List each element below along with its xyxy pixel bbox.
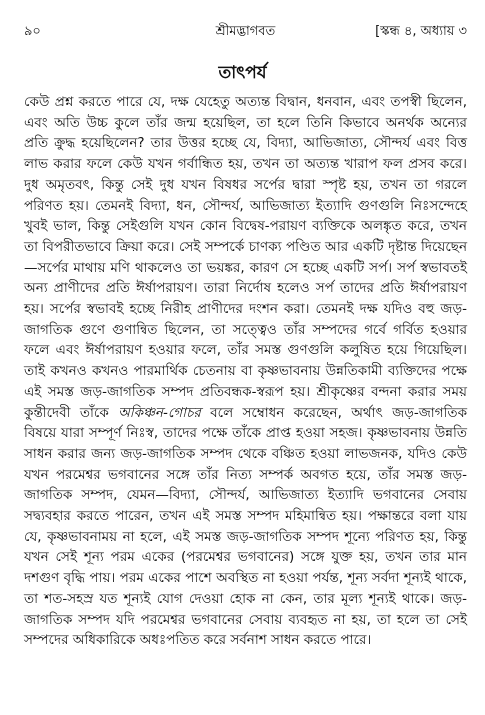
italic-term: অকিঞ্চন-গোচর — [118, 404, 201, 421]
purport-paragraph — [24, 92, 467, 651]
page-header — [24, 22, 467, 42]
paragraph-text-part1: কেউ প্রশ্ন করতে পারে যে, দক্ষ যেহেতু অত্যন্ত বিদ্বান, ধনবান, এবং তপস্বী ছিলেন, এবং অতি উচ্চ কুলে তাঁর জন্ম হয়েছিল, তা হলে তিনি কিভাবে অনর্থক অন্যের প্রতি ক্রুদ্ধ হয়েছিলেন? তার উত্তর হচ্ছে যে, বিদ্যা, আভিজাত্য, সৌন্দর্য এবং বিত্ত লাভ করার ফলে কেউ যখন গর্বান্ধিত হয়, তখন তা অত্যন্ত খারাপ ফল প্রসব করে। দুধ অমৃতবৎ, কিন্তু সেই দুধ যখন বিষধর সর্পের দ্বারা স্পৃষ্ট হয়, তখন তা গরলে পরিণত হয়। তেমনই বিদ্যা, ধন, সৌন্দর্য, আভিজাত্য ইত্যাদি গুণগুলি নিঃসন্দেহে খুবই ভাল, কিন্তু সেইগুলি যখন কোন বিদ্বেষ-পরায়ণ ব্যক্তিকে অলঙ্কৃত করে, তখন তা বিপরীতভাবে ক্রিয়া করে। সেই সম্পর্কে চাণক্য পণ্ডিত আর একটি দৃষ্টান্ত দিয়েছেন—সর্পের মাথায় মণি থাকলেও তা ভয়ঙ্কর, কারণ সে হচ্ছে একটি সর্প। সর্প স্বভাবতই অন্য প্রাণীদের প্রতি ঈর্ষাপরায়ণ। তারা নির্দোষ হলেও সর্প তাদের প্রতি ঈর্ষাপরায়ণ হয়। সর্পের স্বভাবই হচ্ছে নিরীহ প্রাণীদের দংশন করা। তেমনই দক্ষ যদিও বহু জড়-জাগতিক গুণে গুণান্বিত ছিলেন, তা সত্ত্বেও তাঁর সম্পদের গর্বে গর্বিত হওয়ার ফলে এবং ঈর্ষাপরায়ণ হওয়ার ফলে, তাঁর সমস্ত গুণগুলি কলুষিত হয়ে গিয়েছিল। তাই কখনও কখনও পারমার্থিক চেতনায় বা কৃষ্ণভাবনায় উন্নতিকামী ব্যক্তিদের পক্ষে এই সমস্ত জড়-জাগতিক সম্পদ প্রতিবন্ধক-স্বরূপ হয়। শ্রীকৃষ্ণের বন্দনা করার সময় কুন্তীদেবী তাঁকে — [24, 94, 467, 421]
page-number: ৯০ — [24, 24, 41, 39]
chapter-reference: [স্কন্ধ ৪, অধ্যায় ৩ — [375, 24, 467, 39]
section-title: তাৎপর্য — [218, 63, 267, 83]
book-title: শ্রীমদ্ভাগবত — [215, 24, 276, 39]
paragraph-text-part2: বলে সম্বোধন করেছেন, অর্থাৎ জড়-জাগতিক বিষয়ে যারা সম্পূর্ণ নিঃস্ব, তাদের পক্ষে তাঁকে প্রাপ্ত হওয়া সহজ। কৃষ্ণভাবনায় উন্নতি সাধন করার জন্য জড়-জাগতিক সম্পদ থেকে বঞ্চিত হওয়া লাভজনক, যদিও কেউ যখন পরমেশ্বর ভগবানের সঙ্গে তাঁর নিত্য সম্পর্ক অবগত হয়ে, তাঁর সমস্ত জড়-জাগতিক সম্পদ, যেমন—বিদ্যা, সৌন্দর্য, আভিজাত্য ইত্যাদি ভগবানের সেবায় সদ্ব্যবহার করতে পারেন, তখন এই সমস্ত সম্পদ মহিমান্বিত হয়। পক্ষান্তরে বলা যায় যে, কৃষ্ণভাবনাময় না হলে, এই সমস্ত জড়-জাগতিক সম্পদ শূন্যে পরিণত হয়, কিন্তু যখন সেই শূন্য পরম একের (পরমেশ্বর ভগবানের) সঙ্গে যুক্ত হয়, তখন তার মান দশগুণ বৃদ্ধি পায়। পরম একের পাশে অবস্থিত না হওয়া পর্যন্ত, শূন্য সর্বদা শূন্যই থাকে, তা শত-সহস্র যত শূন্যই যোগ দেওয়া হোক না কেন, তার মূল্য শূন্যই থাকে। জড়-জাগতিক সম্পদ যদি পরমেশ্বর ভগবানের সেবায় ব্যবহৃত না হয়, তা হলে তা সেই সম্পদের অধিকারিকে অধঃপতিত করে সর্বনাশ সাধন করতে পারে। — [24, 404, 468, 649]
purport-body — [24, 92, 467, 651]
